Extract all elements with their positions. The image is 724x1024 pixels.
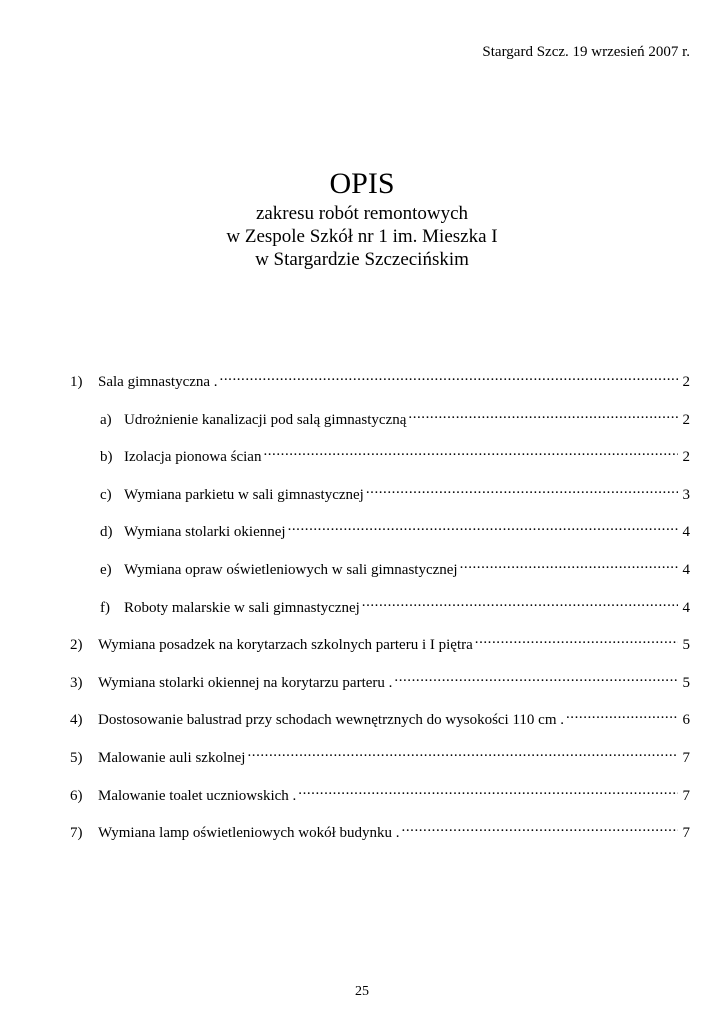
toc-entry-page: 7 xyxy=(682,749,690,766)
dot-leader xyxy=(220,366,678,386)
toc-entry-number: b) xyxy=(100,449,113,466)
toc-entry[interactable] xyxy=(70,516,690,554)
toc-entry-title: Wymiana opraw oświetleniowych w sali gimnastycznej xyxy=(124,561,458,578)
toc-entry-page: 4 xyxy=(682,599,690,616)
dot-leader xyxy=(394,667,678,687)
toc-entry-title: Dostosowanie balustrad przy schodach wewnętrznych do wysokości 110 cm . xyxy=(98,712,564,729)
toc-entry-page: 7 xyxy=(682,825,690,842)
toc-entry[interactable] xyxy=(70,554,690,592)
toc-entry-page: 5 xyxy=(682,674,690,691)
toc-entry-number: 4) xyxy=(70,712,83,729)
toc-entry-page: 7 xyxy=(682,787,690,804)
toc-entry-page: 2 xyxy=(682,449,690,466)
dot-leader xyxy=(247,742,678,762)
toc-entry-number: 2) xyxy=(70,637,83,654)
toc-entry[interactable] xyxy=(70,704,690,742)
toc-entry-title: Wymiana stolarki okiennej xyxy=(124,524,286,541)
toc-entry-title: Sala gimnastyczna . xyxy=(98,374,218,390)
toc-entry-number: 6) xyxy=(70,787,83,804)
toc-entry-title: Roboty malarskie w sali gimnastycznej xyxy=(124,599,360,616)
table-of-contents xyxy=(70,366,690,855)
dot-leader xyxy=(460,554,678,574)
toc-entry-number: 7) xyxy=(70,825,83,842)
toc-entry[interactable] xyxy=(70,742,690,780)
subtitle-line-3: w Stargardzie Szczecińskim xyxy=(255,249,469,270)
toc-entry[interactable] xyxy=(70,629,690,667)
toc-entry-number: 3) xyxy=(70,674,83,691)
toc-entry-number: 1) xyxy=(70,374,83,390)
dot-leader xyxy=(566,704,678,724)
subtitle-line-2: w Zespole Szkół nr 1 im. Mieszka I xyxy=(226,226,498,247)
toc-entry-page: 5 xyxy=(682,637,690,654)
toc-entry[interactable] xyxy=(70,667,690,705)
toc-entry-number: c) xyxy=(100,486,112,503)
toc-entry-page: 4 xyxy=(682,524,690,541)
dot-leader xyxy=(475,629,678,649)
toc-entry-number: e) xyxy=(100,561,112,578)
dot-leader xyxy=(366,479,678,499)
dot-leader xyxy=(402,817,678,837)
dot-leader xyxy=(362,592,678,612)
title-block xyxy=(0,166,724,271)
toc-entry-page: 2 xyxy=(682,411,690,428)
toc-entry[interactable] xyxy=(70,441,690,479)
toc-entry[interactable] xyxy=(70,479,690,517)
toc-entry[interactable] xyxy=(70,817,690,855)
toc-entry-title: Malowanie auli szkolnej xyxy=(98,749,246,766)
toc-entry-title: Wymiana posadzek na korytarzach szkolnych parteru i I piętra xyxy=(98,637,473,654)
toc-entry-title: Izolacja pionowa ścian xyxy=(124,449,262,466)
toc-entry-title: Udrożnienie kanalizacji pod salą gimnastyczną xyxy=(124,411,407,428)
toc-entry[interactable] xyxy=(70,592,690,630)
document-date: Stargard Szcz. 19 wrzesień 2007 r. xyxy=(482,44,690,60)
toc-entry-number: 5) xyxy=(70,749,83,766)
toc-entry-number: a) xyxy=(100,411,112,428)
toc-entry-title: Wymiana lamp oświetleniowych wokół budynku . xyxy=(98,825,400,842)
toc-entry-page: 2 xyxy=(682,374,690,390)
dot-leader xyxy=(298,780,678,800)
subtitle-line-1: zakresu robót remontowych xyxy=(255,203,469,224)
dot-leader xyxy=(263,441,678,461)
dot-leader xyxy=(408,404,678,424)
dot-leader xyxy=(288,516,678,536)
page-number: 25 xyxy=(355,984,369,999)
toc-entry-title: Malowanie toalet uczniowskich . xyxy=(98,787,297,804)
toc-entry-number: d) xyxy=(100,524,113,541)
toc-entry-page: 3 xyxy=(682,486,690,503)
toc-entry-number: f) xyxy=(100,599,110,616)
toc-entry[interactable] xyxy=(70,780,690,818)
toc-entry-title: Wymiana parkietu w sali gimnastycznej xyxy=(124,486,364,503)
document-title: OPIS xyxy=(329,167,395,200)
toc-entry[interactable] xyxy=(70,366,690,404)
toc-entry-page: 4 xyxy=(682,561,690,578)
toc-entry-title: Wymiana stolarki okiennej na korytarzu parteru . xyxy=(98,674,393,691)
toc-entry[interactable] xyxy=(70,404,690,442)
toc-entry-page: 6 xyxy=(682,712,690,729)
